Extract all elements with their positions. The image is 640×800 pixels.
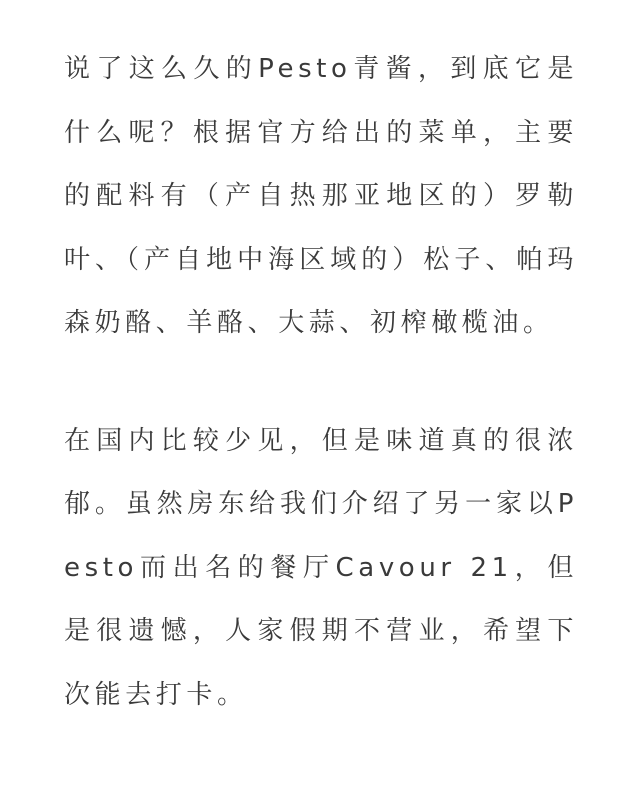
paragraph-restaurant-note: 在国内比较少见，但是味道真的很浓郁。虽然房东给我们介绍了另一家以Pesto而出名的餐厅Cavour 21，但是很遗憾，人家假期不营业，希望下次能去打卡。 bbox=[64, 425, 578, 710]
article-body bbox=[64, 38, 578, 727]
paragraph-pesto-intro: 说了这么久的Pesto青酱，到底它是什么呢？根据官方给出的菜单，主要的配料有（产自热那亚地区的）罗勒叶、（产自地中海区域的）松子、帕玛森奶酪、羊酪、大蒜、初榨橄榄油。 bbox=[64, 54, 578, 338]
